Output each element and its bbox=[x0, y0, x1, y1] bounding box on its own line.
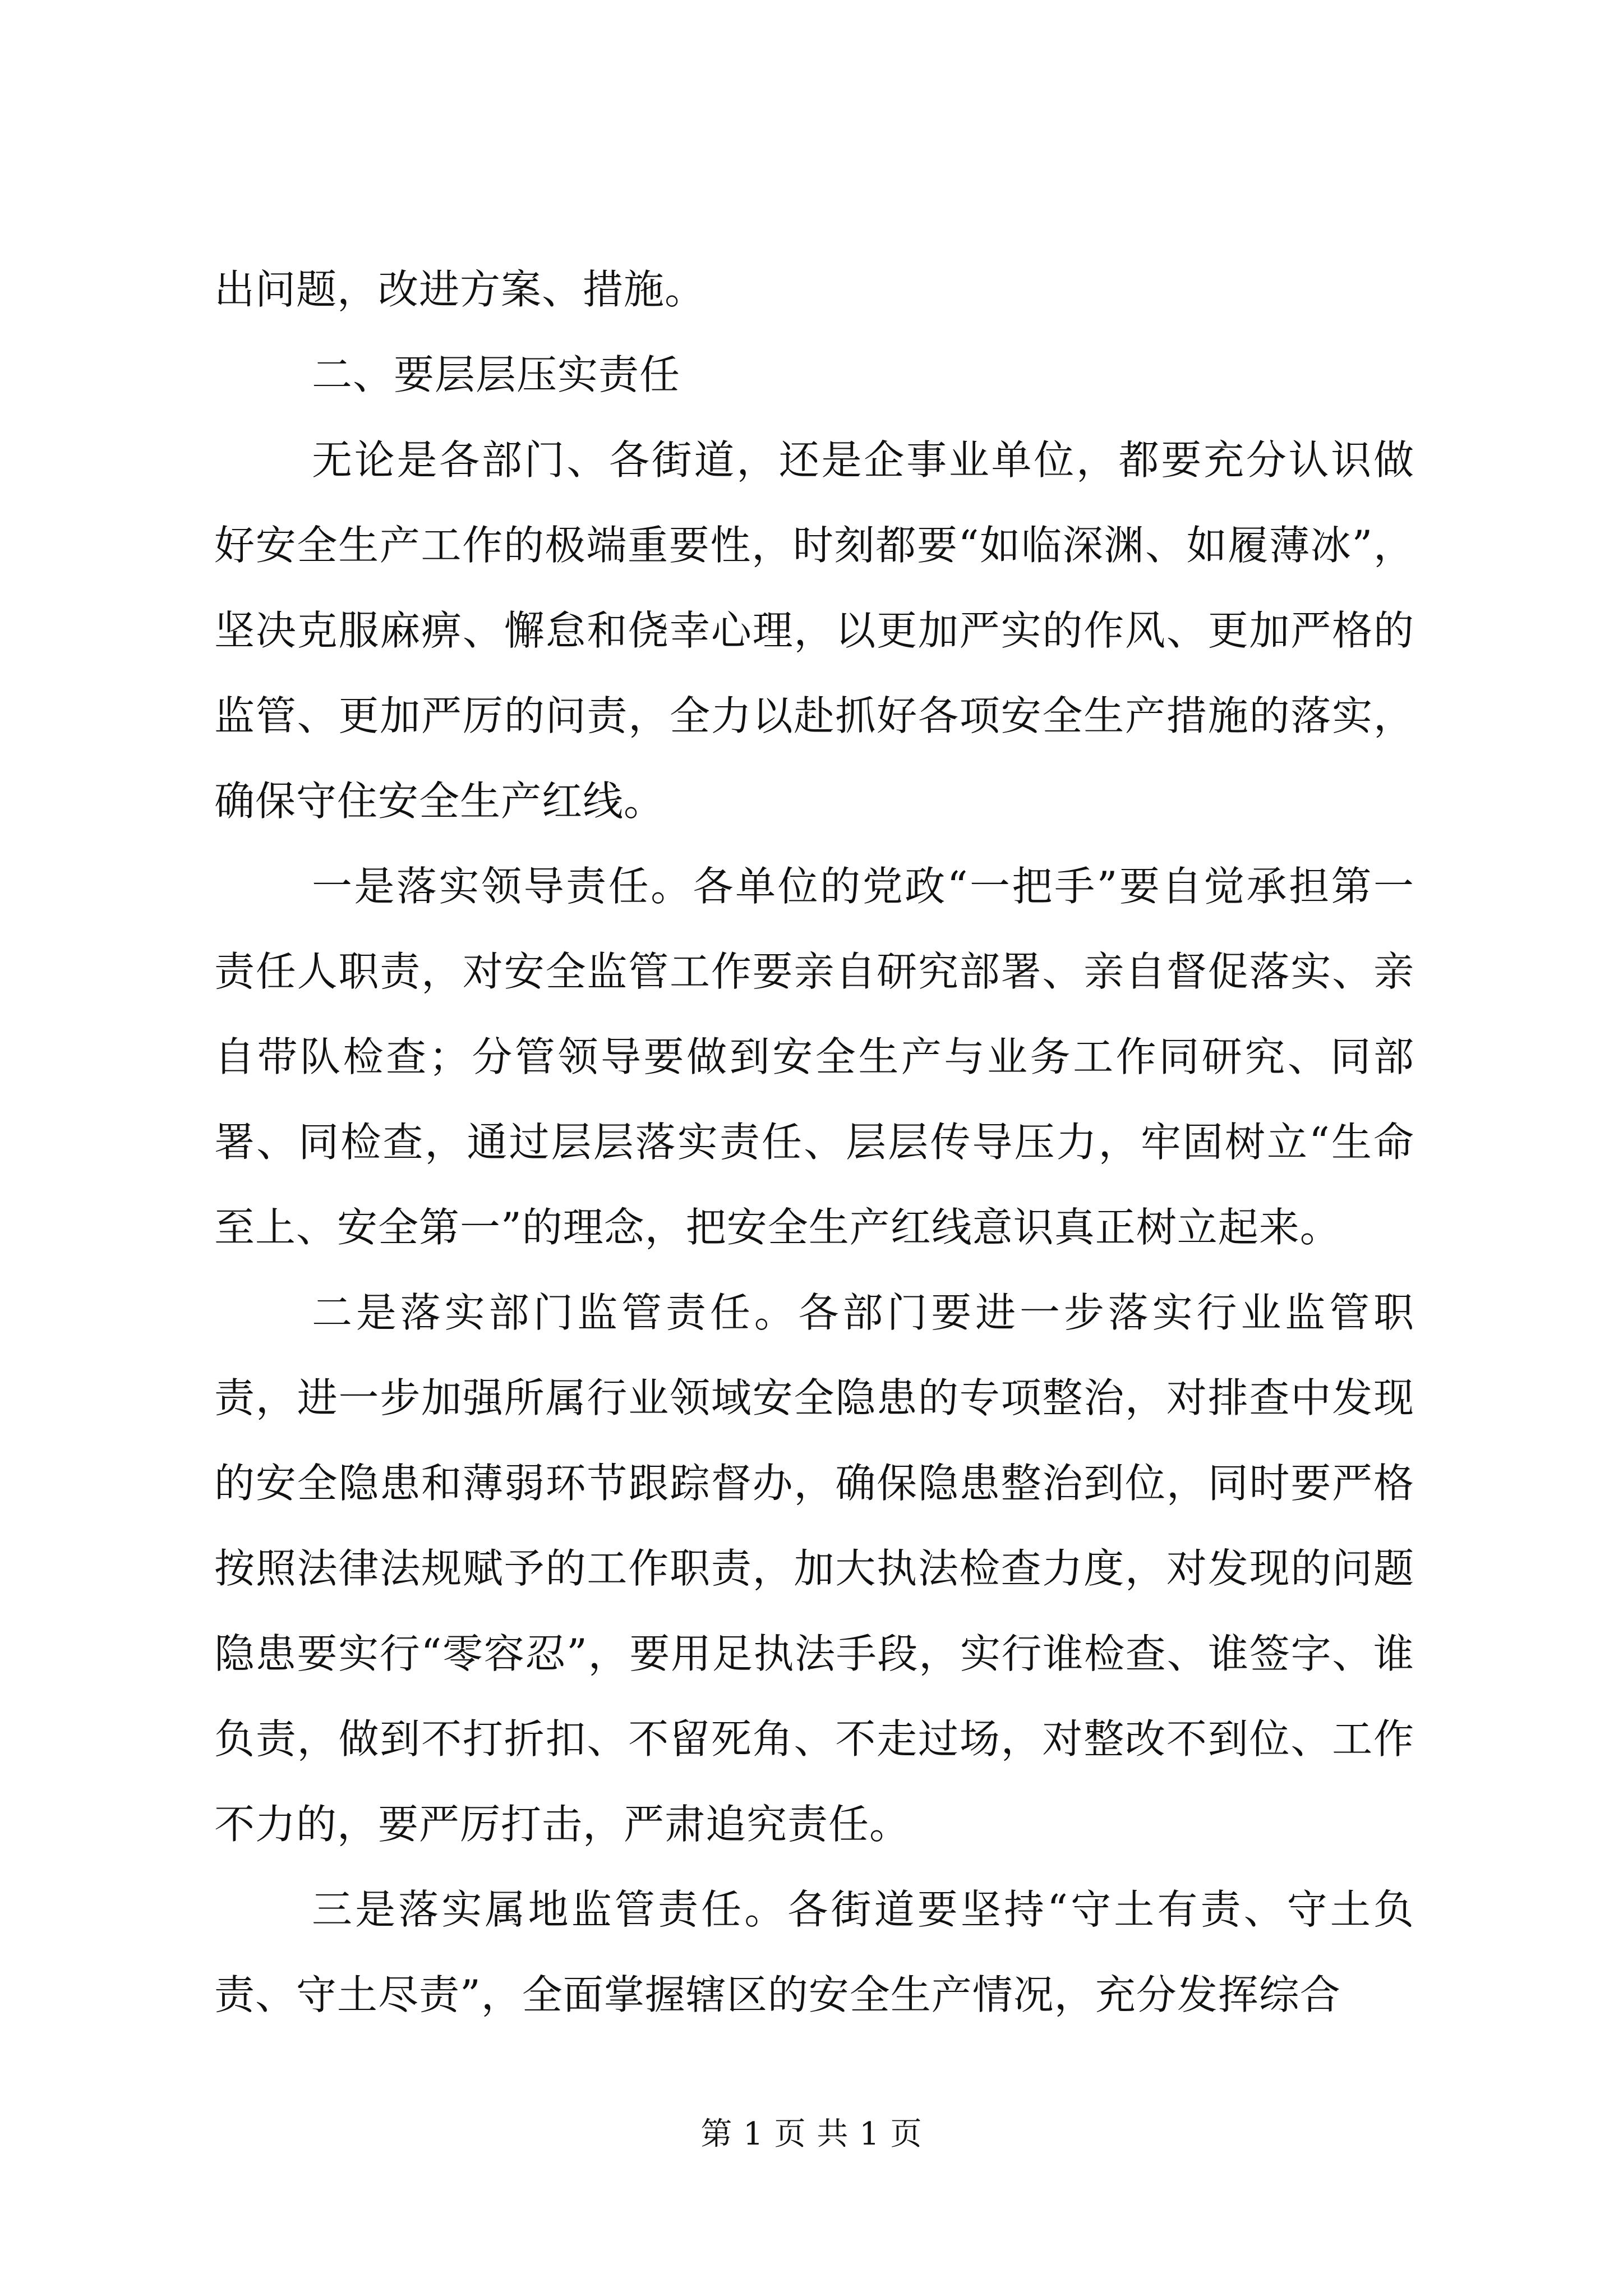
paragraph-leadership-responsibility: 一是落实领导责任。各单位的党政“一把手”要自觉承担第一责任人职责，对安全监管工作要亲自研究部署、亲自督促落实、亲自带队检查；分管领导要做到安全生产与业务工作同研究、同部署、同检查，通过层层落实责任、层层传导压力，牢固树立“生命至上、安全第一”的理念，把安全生产红线意识真正树立起来。 bbox=[214, 863, 1414, 1251]
section-heading: 二、要层层压实责任 bbox=[312, 351, 681, 398]
page-footer: 第 1 页 共 1 页 bbox=[700, 2116, 923, 2152]
paragraph-department-responsibility: 二是落实部门监管责任。各部门要进一步落实行业监管职责，进一步加强所属行业领域安全隐患的专项整治，对排查中发现的安全隐患和薄弱环节跟踪督办，确保隐患整治到位，同时要严格按照法律法规赋予的工作职责，加大执法检查力度，对发现的问题隐患要实行“零容忍”，要用足执法手段，实行谁检查、谁签字、谁负责，做到不打折扣、不留死角、不走过场，对整改不到位、工作不力的，要严厉打击，严肃追究责任。 bbox=[214, 1289, 1414, 1848]
paragraph-continuation: 出问题，改进方案、措施。 bbox=[214, 266, 706, 313]
document-body bbox=[214, 247, 1414, 2037]
paragraph-intro: 无论是各部门、各街道，还是企事业单位，都要充分认识做好安全生产工作的极端重要性，时刻都要“如临深渊、如履薄冰”，坚决克服麻痹、懈怠和侥幸心理，以更加严实的作风、更加严格的监管、更加严厉的问责，全力以赴抓好各项安全生产措施的落实，确保守住安全生产红线。 bbox=[214, 436, 1414, 825]
paragraph-territorial-responsibility: 三是落实属地监管责任。各街道要坚持“守土有责、守土负责、守土尽责”，全面掌握辖区的安全生产情况，充分发挥综合 bbox=[214, 1886, 1414, 2018]
